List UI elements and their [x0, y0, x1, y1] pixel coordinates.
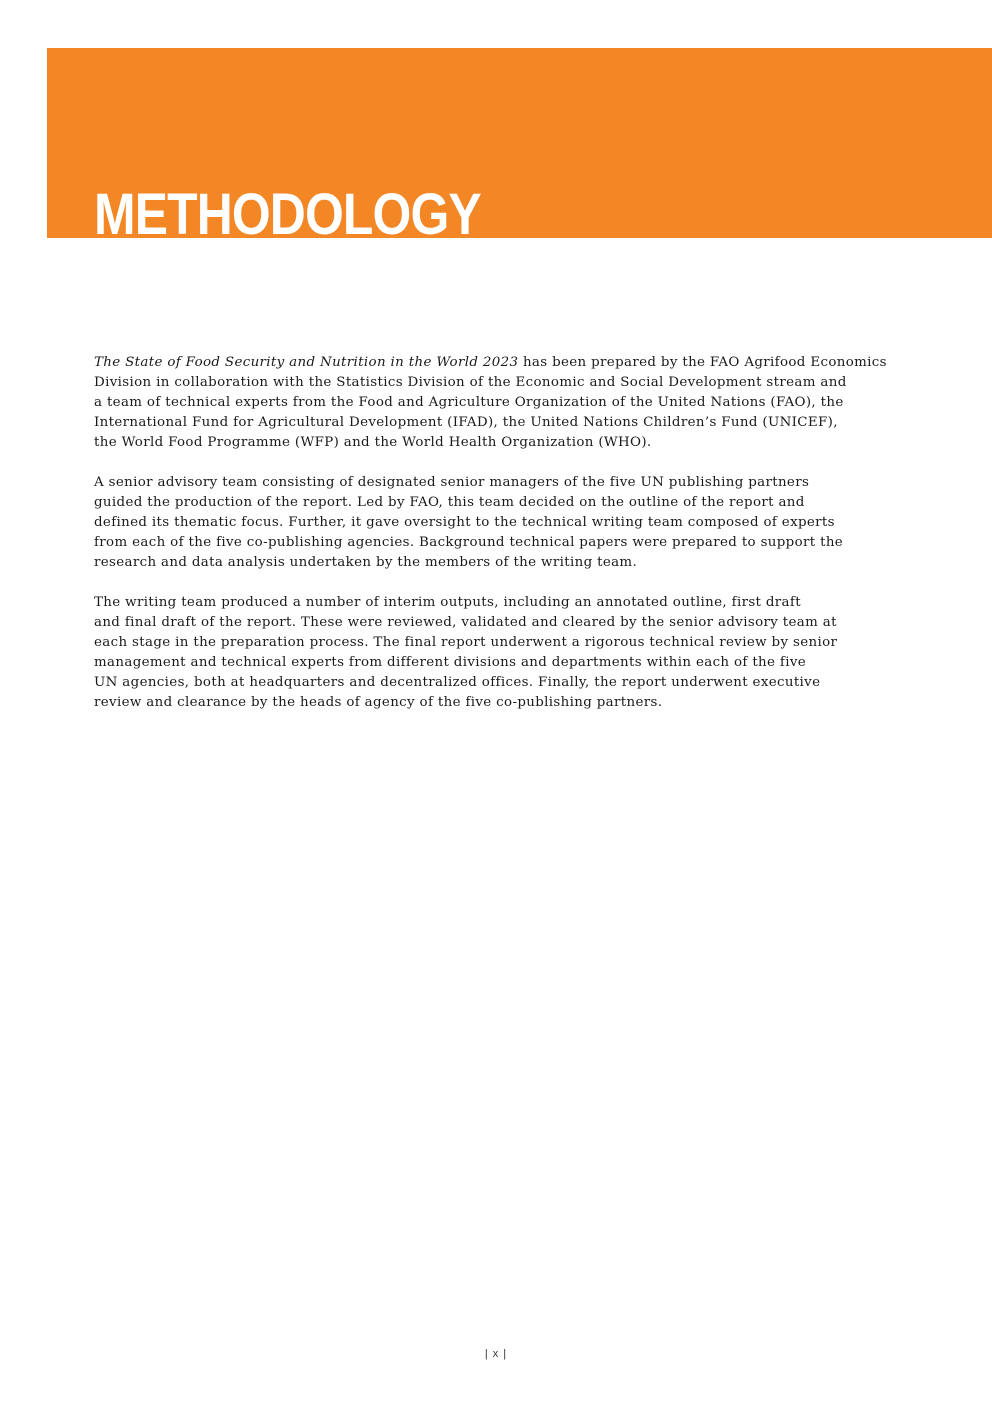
- paragraph-line: UN agencies, both at headquarters and decentralized offices. Finally, the report underwent executive: [94, 675, 821, 690]
- paragraph-advisory-team: [94, 473, 914, 573]
- page-title: METHODOLOGY: [94, 182, 481, 238]
- paragraph-line: International Fund for Agricultural Development (IFAD), the United Nations Children’s Fund (UNICEF),: [94, 415, 838, 430]
- paragraph-line: [94, 353, 914, 373]
- paragraph-line: research and data analysis undertaken by the members of the writing team.: [94, 555, 638, 570]
- page-number: | x |: [484, 1348, 508, 1360]
- paragraph-line: defined its thematic focus. Further, it gave oversight to the technical writing team composed of experts: [94, 515, 835, 530]
- main-content: [94, 353, 914, 733]
- paragraph-line: the World Food Programme (WFP) and the World Health Organization (WHO).: [94, 435, 652, 450]
- paragraph-line: management and technical experts from different divisions and departments within each of the five: [94, 655, 807, 670]
- paragraph-text: has been prepared by the FAO Agrifood Economics: [518, 355, 887, 370]
- paragraph-line: The writing team produced a number of interim outputs, including an annotated outline, first draft: [94, 595, 801, 610]
- paragraph-line: and final draft of the report. These were reviewed, validated and cleared by the senior advisory team at: [94, 615, 837, 630]
- paragraph-line: from each of the five co-publishing agencies. Background technical papers were prepared to support the: [94, 535, 844, 550]
- paragraph-line: Division in collaboration with the Statistics Division of the Economic and Social Development stream and: [94, 375, 847, 390]
- paragraph-preparation: [94, 353, 914, 453]
- paragraph-line: review and clearance by the heads of agency of the five co-publishing partners.: [94, 695, 663, 710]
- paragraph-line: each stage in the preparation process. The final report underwent a rigorous technical review by senior: [94, 635, 838, 650]
- paragraph-writing-team: [94, 593, 914, 713]
- report-title: The State of Food Security and Nutrition in the World 2023: [94, 355, 519, 370]
- header-banner: [47, 48, 992, 238]
- paragraph-line: a team of technical experts from the Food and Agriculture Organization of the United Nations (FAO), the: [94, 395, 844, 410]
- paragraph-line: A senior advisory team consisting of designated senior managers of the five UN publishing partners: [94, 475, 810, 490]
- paragraph-line: guided the production of the report. Led by FAO, this team decided on the outline of the report and: [94, 495, 805, 510]
